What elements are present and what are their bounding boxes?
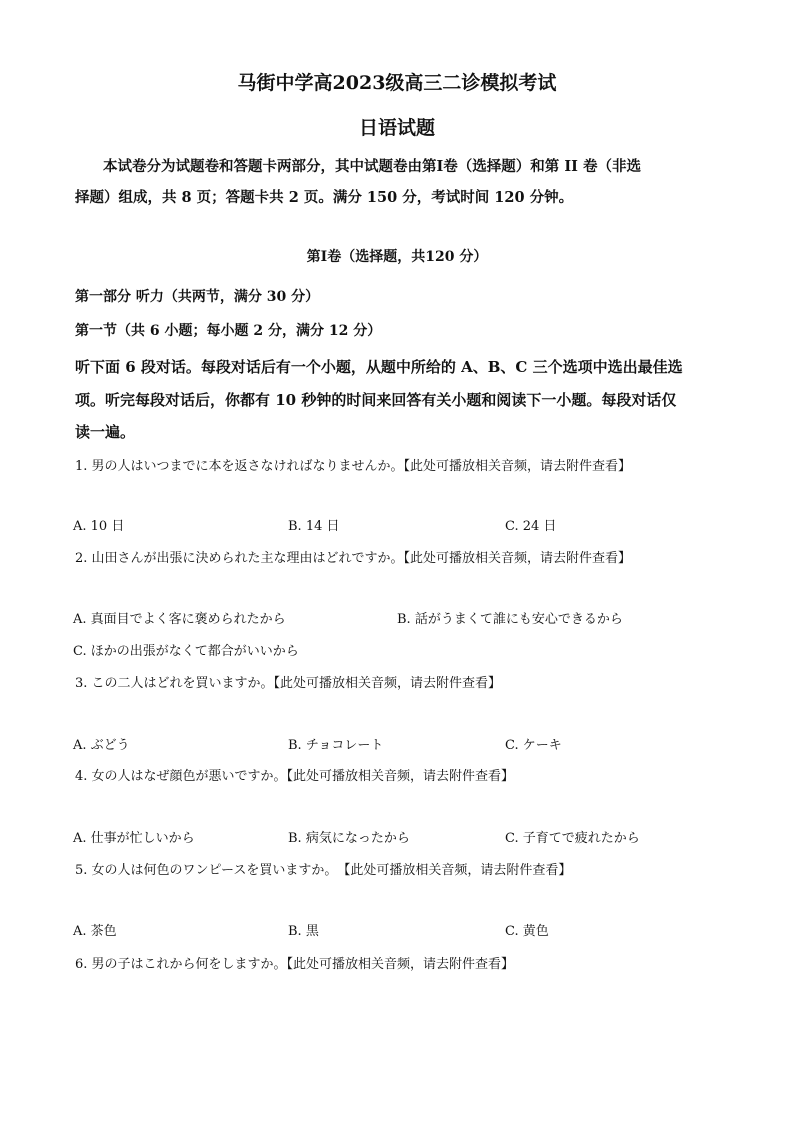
- question-2: 2. 山田さんが出張に決められた主な理由はどれですか。【此处可播放相关音频，请去附件查看】: [75, 551, 632, 566]
- question-1-option-b: B. 14 日: [288, 519, 340, 534]
- intro-line-1: 本试卷分为试题卷和答题卡两部分，其中试题卷由第Ⅰ卷（选择题）和第 II 卷（非选: [103, 158, 641, 175]
- question-6: 6. 男の子はこれから何をしますか。【此处可播放相关音频，请去附件查看】: [75, 957, 515, 972]
- question-2-option-a: A. 真面目でよく客に褒められたから: [73, 612, 286, 627]
- part-title: 第一部分 听力（共两节，满分 30 分）: [75, 289, 320, 305]
- question-4-option-a: A. 仕事が忙しいから: [73, 831, 195, 846]
- question-2-option-c: C. ほかの出張がなくて都合がいいから: [73, 644, 299, 659]
- question-5-option-c: C. 黄色: [505, 924, 549, 939]
- question-3: 3. この二人はどれを買いますか。【此处可播放相关音频，请去附件查看】: [75, 676, 502, 691]
- instructions-line-1: 听下面 6 段对话。每段对话后有一个小题，从题中所给的 A、B、C 三个选项中选出最佳选: [75, 358, 683, 376]
- question-5: 5. 女の人は何色のワンピースを買いますか。 【此处可播放相关音频，请去附件查看】: [75, 863, 572, 878]
- subsection-title: 第一节（共 6 小题；每小题 2 分，满分 12 分）: [75, 323, 382, 339]
- question-4: 4. 女の人はなぜ顔色が悪いですか。【此处可播放相关音频，请去附件查看】: [75, 769, 515, 784]
- volume-title: 第Ⅰ卷（选择题，共120 分）: [306, 249, 488, 265]
- question-5-option-a: A. 茶色: [73, 924, 117, 939]
- question-1: 1. 男の人はいつまでに本を返さなければなりませんか。【此处可播放相关音频，请去附件查看】: [75, 459, 632, 474]
- question-3-option-b: B. チョコレート: [288, 738, 384, 753]
- question-2-option-b: B. 話がうまくて誰にも安心できるから: [397, 612, 623, 627]
- question-1-option-a: A. 10 日: [73, 519, 125, 534]
- intro-line-2: 择题）组成，共 8 页；答题卡共 2 页。满分 150 分，考试时间 120 分钟。: [75, 189, 574, 206]
- question-4-option-b: B. 病気になったから: [288, 831, 410, 846]
- question-4-option-c: C. 子育てで疲れたから: [505, 831, 640, 846]
- question-3-option-c: C. ケーキ: [505, 738, 562, 753]
- question-3-option-a: A. ぶどう: [73, 738, 130, 753]
- exam-title: 马街中学高2023级高三二诊模拟考试: [237, 72, 557, 94]
- instructions-line-2: 项。听完每段对话后，你都有 10 秒钟的时间来回答有关小题和阅读下一小题。每段对话仅: [75, 391, 677, 409]
- exam-subtitle: 日语试题: [358, 117, 435, 139]
- question-1-option-c: C. 24 日: [505, 519, 557, 534]
- instructions-line-3: 读一遍。: [75, 423, 136, 441]
- question-5-option-b: B. 黒: [288, 924, 319, 939]
